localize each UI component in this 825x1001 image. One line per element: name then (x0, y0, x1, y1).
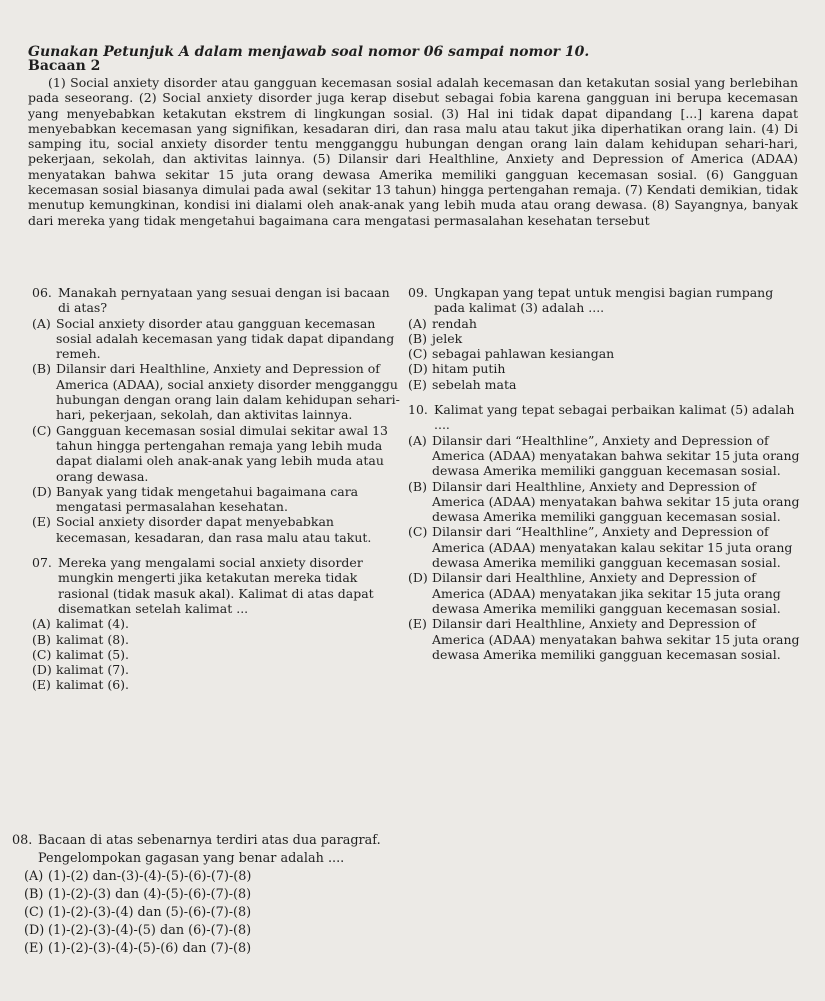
question-number: 07. (32, 555, 52, 571)
option-e[interactable]: (E) sebelah mata (408, 376, 517, 392)
option-e[interactable]: (E) Dilansir dari Healthline, Anxiety and Depression of America (ADAA) menyatakan bahwa sekitar 15 juta orang dewasa Amerika memiliki gangguan kecemasan sosial. (408, 616, 800, 662)
question-number: 10. (408, 402, 428, 418)
option-d[interactable]: (D) Dilansir dari Healthline, Anxiety and Depression of America (ADAA) menyatakan jika sekitar 15 juta orang dewasa Amerika memiliki gangguan kecemasan sosial. (408, 570, 781, 616)
question-text: Kalimat yang tepat sebagai perbaikan kalimat (5) adalah .... (434, 402, 795, 433)
option-d[interactable]: (D) hitam putih (408, 361, 506, 377)
question-10 (408, 402, 803, 662)
option-e[interactable]: (E) kalimat (6). (32, 677, 130, 693)
question-text: Manakah pernyataan yang sesuai dengan isi bacaan di atas? (58, 285, 390, 316)
option-c[interactable]: (C) kalimat (5). (32, 646, 130, 662)
question-text: Bacaan di atas sebenarnya terdiri atas dua paragraf. (38, 833, 381, 848)
reading-passage (28, 75, 798, 228)
question-09 (408, 285, 803, 392)
option-b[interactable]: (B) jelek (408, 330, 463, 346)
question-08 (12, 832, 381, 958)
option-c[interactable]: (C) Dilansir dari “Healthline”, Anxiety and Depression of America (ADAA) menyatakan kalau sekitar 15 juta orang dewasa Amerika memiliki gangguan kecemasan sosial. (408, 524, 793, 571)
option-e[interactable]: (E) (1)-(2)-(3)-(4)-(5)-(6) dan (7)-(8) (24, 941, 252, 956)
option-a[interactable]: (A) (1)-(2) dan-(3)-(4)-(5)-(6)-(7)-(8) (24, 869, 252, 884)
option-d[interactable]: (D) Banyak yang tidak mengetahui bagaimana cara mengatasi permasalahan kesehatan. (32, 483, 359, 515)
option-c[interactable]: (C) Gangguan kecemasan sosial dimulai sekitar awal 13 tahun hingga pertengahan remaja yang lebih muda dapat dialami oleh anak-anak yang lebih muda atau orang dewasa. (32, 422, 388, 484)
option-d[interactable]: (D) kalimat (7). (32, 662, 130, 678)
option-c[interactable]: (C) sebagai pahlawan kesiangan (408, 346, 615, 362)
option-d[interactable]: (D) (1)-(2)-(3)-(4)-(5) dan (6)-(7)-(8) (24, 923, 252, 938)
question-number: 08. (12, 833, 33, 848)
option-c[interactable]: (C) (1)-(2)-(3)-(4) dan (5)-(6)-(7)-(8) (24, 905, 252, 920)
option-b[interactable]: (B) kalimat (8). (32, 631, 130, 647)
question-number: 09. (408, 285, 428, 300)
option-a[interactable]: (A) Dilansir dari “Healthline”, Anxiety and Depression of America (ADAA) menyatakan bahwa sekitar 15 juta orang dewasa Amerika memiliki gangguan kecemasan sosial. (408, 432, 800, 479)
reading-label: Bacaan 2 (28, 58, 101, 74)
option-b[interactable]: (B) (1)-(2)-(3) dan (4)-(5)-(6)-(7)-(8) (24, 887, 252, 902)
question-text: Ungkapan yang tepat untuk mengisi bagian rumpang pada kalimat (3) adalah .... (434, 285, 774, 316)
question-number: 06. (32, 285, 52, 300)
question-06 (32, 285, 400, 545)
option-b[interactable]: (B) Dilansir dari Healthline, Anxiety and Depression of America (ADAA), social anxiety disorder mengganggu hubungan dengan orang lain dalam kehidupan sehari-hari, pekerjaan, sekolah, dan aktivitas lainnya. (32, 361, 400, 423)
option-b[interactable]: (B) Dilansir dari Healthline, Anxiety and Depression of America (ADAA) menyatakan bahwa sekitar 15 juta orang dewasa Amerika memiliki gangguan kecemasan sosial. (408, 478, 800, 525)
option-a[interactable]: (A) kalimat (4). (32, 616, 130, 632)
right-column (408, 285, 803, 662)
instruction-heading: Gunakan Petunjuk A dalam menjawab soal nomor 06 sampai nomor 10. (28, 44, 590, 60)
question-07 (32, 555, 400, 693)
left-column (32, 285, 400, 693)
question-text: Mereka yang mengalami social anxiety disorder mungkin mengerti jika ketakutan mereka tidak rasional (tidak masuk akal). Kalimat di atas dapat disematkan setelah kalimat ... (58, 555, 374, 616)
option-e[interactable]: (E) Social anxiety disorder dapat menyebabkan kecemasan, kesadaran, dan rasa malu atau takut. (32, 514, 372, 545)
question-subtext: Pengelompokan gagasan yang benar adalah .... (38, 851, 345, 866)
option-a[interactable]: (A) rendah (408, 315, 477, 331)
passage-text: (1) Social anxiety disorder atau gangguan kecemasan sosial adalah kecemasan dan ketakutan sosial yang berlebihan pada seseorang. (2) Social anxiety disorder juga kerap disebut sebagai fobia karena gangguan ini berupa kecemasan yang menyebabkan ketakutan ekstrem di lingkungan sosial. (3) Hal ini tidak dapat dipandang [...] karena dapat menyebabkan kecemasan yang signifikan, kesadaran diri, dan rasa malu atau takut jika diperhatikan orang lain. (4) Di samping itu, social anxiety disorder tentu mengganggu hubungan dengan orang lain dalam kehidupan sehari-hari, pekerjaan, sekolah, dan aktivitas lainnya. (5) Dilansir dari Healthline, Anxiety and Depression of America (ADAA) menyatakan bahwa sekitar 15 juta orang dewasa Amerika memiliki gangguan kecemasan sosial. (6) Gangguan kecemasan sosial biasanya dimulai pada awal (sekitar 13 tahun) hingga pertengahan remaja. (7) Kendati demikian, tidak menutup kemungkinan, kondisi ini dialami oleh anak-anak yang lebih muda atau orang dewasa. (8) Sayangnya, banyak dari mereka yang tidak mengetahui bagaimana cara mengatasi permasalahan kesehatan tersebut (28, 75, 798, 228)
option-a[interactable]: (A) Social anxiety disorder atau gangguan kecemasan sosial adalah kecemasan yang tidak dapat dipandang remeh. (32, 315, 395, 362)
